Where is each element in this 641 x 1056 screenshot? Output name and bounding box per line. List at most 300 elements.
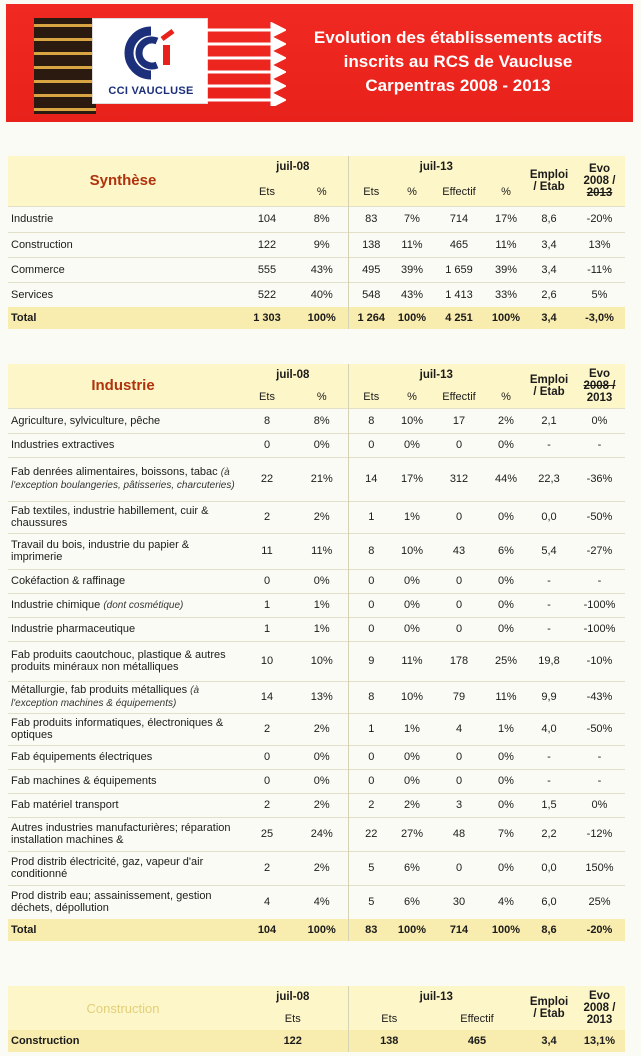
cell-ets13: 0 xyxy=(348,433,394,457)
cell-pct13: 11% xyxy=(394,641,430,681)
evo-header-2: 2008 / xyxy=(583,379,616,392)
cell-evo: - xyxy=(574,745,625,769)
cell-emp: - xyxy=(524,569,574,593)
cell-emp: 0,0 xyxy=(524,501,574,533)
cell-evo: 25% xyxy=(574,885,625,919)
row-label-text: Métallurgie, fab produits métalliques xyxy=(11,684,188,696)
table-row xyxy=(8,501,625,533)
cell-pct08: 40% xyxy=(296,282,348,307)
table-row xyxy=(8,769,625,793)
cell-eff: 0 xyxy=(430,769,488,793)
total-effpct: 100% xyxy=(488,307,524,329)
total-evo: -3,0% xyxy=(574,307,625,329)
cell-ets08: 14 xyxy=(238,681,296,713)
cell-pct08: 2% xyxy=(296,713,348,745)
table-row xyxy=(8,617,625,641)
cell-pct08: 13% xyxy=(296,681,348,713)
evo-header xyxy=(574,364,625,408)
cell-eff: 465 xyxy=(430,232,488,257)
cell-pct13: 1% xyxy=(394,713,430,745)
cell-emp: 0,0 xyxy=(524,851,574,885)
row-label-text: Services xyxy=(11,288,54,301)
cell-emp: 3,4 xyxy=(524,257,574,282)
cell-pct08: 0% xyxy=(296,433,348,457)
cell-eff: 3 xyxy=(430,793,488,817)
cell-eff: 0 xyxy=(430,851,488,885)
cell-effpct: 0% xyxy=(488,433,524,457)
row-label xyxy=(8,593,238,617)
row-label-text: Fab textiles, industrie habillement, cuir & chaussures xyxy=(11,505,209,529)
row-label xyxy=(8,713,238,745)
cell-evo: -20% xyxy=(574,206,625,232)
row-label xyxy=(8,457,238,501)
row-label xyxy=(8,641,238,681)
cell-effpct: 0% xyxy=(488,745,524,769)
cell-emp: - xyxy=(524,769,574,793)
total-eff: 4 251 xyxy=(430,307,488,329)
cell-eff: 79 xyxy=(430,681,488,713)
cell-ets13: 0 xyxy=(348,617,394,641)
cell-eff: 0 xyxy=(430,617,488,641)
table-row xyxy=(8,206,625,232)
cell-ets13: 5 xyxy=(348,885,394,919)
cell-pct08: 11% xyxy=(296,533,348,569)
row-note: (à l'exception machines & équipements) xyxy=(11,685,200,709)
evo-header xyxy=(574,986,625,1030)
cell-emp: 1,5 xyxy=(524,793,574,817)
col-ets: Ets xyxy=(348,1008,430,1030)
emploi-header: Emploi / Etab xyxy=(524,364,574,408)
cell-ets13: 0 xyxy=(348,569,394,593)
cell-pct13: 2% xyxy=(394,793,430,817)
cell-eff: 0 xyxy=(430,569,488,593)
total-label: Total xyxy=(8,307,238,329)
table-row xyxy=(8,817,625,851)
cell-ets08: 122 xyxy=(238,232,296,257)
cell-effpct: 0% xyxy=(488,793,524,817)
table-row xyxy=(8,232,625,257)
total-effpct: 100% xyxy=(488,919,524,941)
row-label xyxy=(8,851,238,885)
cell-eff: 178 xyxy=(430,641,488,681)
cell-ets08: 0 xyxy=(238,433,296,457)
cell-evo: 150% xyxy=(574,851,625,885)
col-pct: % xyxy=(394,386,430,408)
synthese-title: Synthèse xyxy=(8,156,238,206)
cell-pct13: 43% xyxy=(394,282,430,307)
cell-eff: 714 xyxy=(430,206,488,232)
cell-ets08: 25 xyxy=(238,817,296,851)
cell-evo: -100% xyxy=(574,593,625,617)
cell-evo: 13% xyxy=(574,232,625,257)
cell-ets08: 11 xyxy=(238,533,296,569)
row-label xyxy=(8,433,238,457)
industrie-table xyxy=(8,364,625,941)
cell-evo: 0% xyxy=(574,408,625,433)
cell-eff: 0 xyxy=(430,433,488,457)
cell-emp: 5,4 xyxy=(524,533,574,569)
cell-ets13: 138 xyxy=(348,232,394,257)
cell-evo: -11% xyxy=(574,257,625,282)
cell-ets13: 1 xyxy=(348,713,394,745)
col-pct: % xyxy=(296,178,348,206)
cell-eff: 30 xyxy=(430,885,488,919)
table-row xyxy=(8,433,625,457)
table-row xyxy=(8,569,625,593)
total-emp: 3,4 xyxy=(524,307,574,329)
table-row xyxy=(8,457,625,501)
cell-ets13: 14 xyxy=(348,457,394,501)
row-label-text: Industries extractives xyxy=(11,439,115,451)
emploi-header: Emploi / Etab xyxy=(524,156,574,206)
cell-pct08: 24% xyxy=(296,817,348,851)
cell-eff: 0 xyxy=(430,745,488,769)
cell-effpct: 0% xyxy=(488,501,524,533)
row-label xyxy=(8,681,238,713)
cell-ets08: 2 xyxy=(238,713,296,745)
construction-table xyxy=(8,986,625,1052)
table-row xyxy=(8,593,625,617)
row-label-text: Industrie chimique xyxy=(11,598,101,611)
cell-ets08: 2 xyxy=(238,793,296,817)
row-label xyxy=(8,745,238,769)
col-pct: % xyxy=(488,386,524,408)
evo-header-2: 2008 / xyxy=(583,174,616,187)
evo-header-3: 2013 xyxy=(586,186,613,199)
table-row xyxy=(8,713,625,745)
cell-ets13: 9 xyxy=(348,641,394,681)
col-ets: Ets xyxy=(348,178,394,206)
cell-effpct: 11% xyxy=(488,232,524,257)
cell-pct13: 0% xyxy=(394,593,430,617)
cell-pct08: 1% xyxy=(296,617,348,641)
row-label xyxy=(8,282,238,307)
cell-pct13: 39% xyxy=(394,257,430,282)
cell-ets08: 2 xyxy=(238,501,296,533)
cell-ets13: 1 xyxy=(348,501,394,533)
cell-ets13: 2 xyxy=(348,793,394,817)
cell-evo: -27% xyxy=(574,533,625,569)
cell-pct13: 17% xyxy=(394,457,430,501)
cell-pct08: 1% xyxy=(296,593,348,617)
construction-title: Construction xyxy=(8,986,238,1030)
col-pct: % xyxy=(394,178,430,206)
cell-ets08: 122 xyxy=(238,1030,348,1052)
cell-emp: 2,1 xyxy=(524,408,574,433)
cell-effpct: 0% xyxy=(488,851,524,885)
cell-effpct: 4% xyxy=(488,885,524,919)
cell-effectif: 465 xyxy=(430,1030,524,1052)
row-label xyxy=(8,408,238,433)
cell-effpct: 25% xyxy=(488,641,524,681)
cell-ets08: 522 xyxy=(238,282,296,307)
cell-pct13: 6% xyxy=(394,851,430,885)
evo-header xyxy=(574,156,625,206)
cell-ets08: 8 xyxy=(238,408,296,433)
cell-pct08: 0% xyxy=(296,745,348,769)
col-ets: Ets xyxy=(348,386,394,408)
period-b: juil-13 xyxy=(348,364,524,386)
evo-header-1: Evo xyxy=(588,367,611,380)
col-ets: Ets xyxy=(238,386,296,408)
cell-eff: 1 659 xyxy=(430,257,488,282)
row-note: (à l'exception boulangeries, pâtisseries, charcuteries) xyxy=(11,467,235,491)
cell-ets13: 8 xyxy=(348,533,394,569)
logo-text: CCI VAUCLUSE xyxy=(108,85,194,97)
table-row xyxy=(8,282,625,307)
row-label-text: Prod distrib eau; assainissement, gestion déchets, dépollution xyxy=(11,890,212,915)
row-label-text: Autres industries manufacturières; réparation installation machines & xyxy=(11,822,231,846)
cell-evo: - xyxy=(574,569,625,593)
row-label-text: Fab équipements électriques xyxy=(11,751,153,763)
cell-ets13: 548 xyxy=(348,282,394,307)
total-label: Total xyxy=(8,919,238,941)
cell-emp: - xyxy=(524,617,574,641)
row-label-text: Travail du bois, industrie du papier & imprimerie xyxy=(11,539,190,563)
row-label-text: Agriculture, sylviculture, pêche xyxy=(11,414,161,427)
cell-pct13: 10% xyxy=(394,408,430,433)
total-row xyxy=(8,307,625,329)
evo-header-3: 2013 xyxy=(586,1014,613,1026)
cell-ets08: 10 xyxy=(238,641,296,681)
cell-pct08: 0% xyxy=(296,569,348,593)
table-row xyxy=(8,533,625,569)
cell-ets13: 138 xyxy=(348,1030,430,1052)
cell-evo: 5% xyxy=(574,282,625,307)
col-pct: % xyxy=(296,386,348,408)
cell-ets13: 495 xyxy=(348,257,394,282)
cell-eff: 43 xyxy=(430,533,488,569)
cell-eff: 4 xyxy=(430,713,488,745)
title-line-2: inscrits au RCS de Vaucluse xyxy=(343,52,573,71)
cell-ets13: 0 xyxy=(348,745,394,769)
cell-emp: 9,9 xyxy=(524,681,574,713)
cell-emploi: 3,4 xyxy=(524,1030,574,1052)
cell-pct13: 7% xyxy=(394,206,430,232)
row-label xyxy=(8,569,238,593)
row-label-text: Fab denrées alimentaires, boissons, tabac xyxy=(11,466,218,478)
total-ets08: 104 xyxy=(238,919,296,941)
row-label xyxy=(8,533,238,569)
total-ets08: 1 303 xyxy=(238,307,296,329)
cell-emp: 6,0 xyxy=(524,885,574,919)
cell-pct13: 0% xyxy=(394,433,430,457)
period-a: juil-08 xyxy=(238,364,348,386)
row-label-text: Fab matériel transport xyxy=(11,799,119,811)
cell-ets08: 2 xyxy=(238,851,296,885)
cell-evo: 0% xyxy=(574,793,625,817)
cell-effpct: 0% xyxy=(488,593,524,617)
cell-effpct: 44% xyxy=(488,457,524,501)
row-label: Construction xyxy=(8,1030,238,1052)
total-pct08: 100% xyxy=(296,919,348,941)
cell-ets08: 1 xyxy=(238,593,296,617)
row-label xyxy=(8,885,238,919)
cell-effpct: 0% xyxy=(488,769,524,793)
cell-emp: - xyxy=(524,745,574,769)
page-title xyxy=(268,26,633,98)
cell-effpct: 39% xyxy=(488,257,524,282)
cell-ets13: 83 xyxy=(348,206,394,232)
row-label xyxy=(8,206,238,232)
col-ets: Ets xyxy=(238,1008,348,1030)
cell-evo: 13,1% xyxy=(574,1030,625,1052)
col-ets: Ets xyxy=(238,178,296,206)
cell-eff: 312 xyxy=(430,457,488,501)
total-pct08: 100% xyxy=(296,307,348,329)
total-pct13: 100% xyxy=(394,919,430,941)
cell-evo: -43% xyxy=(574,681,625,713)
cell-pct13: 0% xyxy=(394,617,430,641)
period-b: juil-13 xyxy=(348,986,524,1008)
row-label xyxy=(8,793,238,817)
cell-pct13: 0% xyxy=(394,769,430,793)
evo-header-3: 2013 xyxy=(586,391,613,404)
cell-ets08: 555 xyxy=(238,257,296,282)
cell-pct08: 43% xyxy=(296,257,348,282)
cell-effpct: 7% xyxy=(488,817,524,851)
cell-emp: 2,2 xyxy=(524,817,574,851)
table-row xyxy=(8,641,625,681)
cell-emp: 4,0 xyxy=(524,713,574,745)
cell-pct08: 8% xyxy=(296,408,348,433)
industrie-title: Industrie xyxy=(8,364,238,408)
total-emp: 8,6 xyxy=(524,919,574,941)
cell-ets13: 0 xyxy=(348,769,394,793)
cell-eff: 1 413 xyxy=(430,282,488,307)
period-a: juil-08 xyxy=(238,156,348,178)
cell-pct08: 2% xyxy=(296,851,348,885)
cell-emp: 2,6 xyxy=(524,282,574,307)
period-b: juil-13 xyxy=(348,156,524,178)
table-row xyxy=(8,885,625,919)
table-row xyxy=(8,1030,625,1052)
cell-effpct: 1% xyxy=(488,713,524,745)
total-eff: 714 xyxy=(430,919,488,941)
total-evo: -20% xyxy=(574,919,625,941)
row-label-text: Commerce xyxy=(11,263,65,276)
cell-pct13: 11% xyxy=(394,232,430,257)
col-pct: % xyxy=(488,178,524,206)
cell-ets08: 0 xyxy=(238,745,296,769)
cell-evo: - xyxy=(574,769,625,793)
cci-logo xyxy=(92,18,208,104)
cell-effpct: 17% xyxy=(488,206,524,232)
cell-eff: 48 xyxy=(430,817,488,851)
emploi-header: Emploi / Etab xyxy=(524,986,574,1030)
row-label-text: Industrie pharmaceutique xyxy=(11,623,136,635)
evo-header-2: 2008 / xyxy=(583,1002,616,1014)
cell-ets08: 4 xyxy=(238,885,296,919)
cell-pct08: 10% xyxy=(296,641,348,681)
total-ets13: 1 264 xyxy=(348,307,394,329)
cell-pct13: 10% xyxy=(394,681,430,713)
cell-evo: -50% xyxy=(574,501,625,533)
cell-ets08: 0 xyxy=(238,569,296,593)
cell-ets13: 8 xyxy=(348,681,394,713)
table-row xyxy=(8,681,625,713)
cell-pct13: 0% xyxy=(394,569,430,593)
row-label xyxy=(8,232,238,257)
cell-emp: - xyxy=(524,593,574,617)
row-label xyxy=(8,817,238,851)
row-label-text: Fab produits informatiques, électroniques & optiques xyxy=(11,717,224,741)
cell-evo: -100% xyxy=(574,617,625,641)
period-a: juil-08 xyxy=(238,986,348,1008)
cell-eff: 0 xyxy=(430,501,488,533)
cell-evo: -12% xyxy=(574,817,625,851)
row-label xyxy=(8,501,238,533)
title-line-3: Carpentras 2008 - 2013 xyxy=(365,76,551,95)
cell-emp: 8,6 xyxy=(524,206,574,232)
cell-pct13: 6% xyxy=(394,885,430,919)
header-banner xyxy=(6,4,633,122)
row-label-text: Fab machines & équipements xyxy=(11,775,157,787)
cell-pct08: 8% xyxy=(296,206,348,232)
total-pct13: 100% xyxy=(394,307,430,329)
decorative-stripes xyxy=(34,18,96,114)
cell-eff: 0 xyxy=(430,593,488,617)
row-label xyxy=(8,617,238,641)
cell-evo: -10% xyxy=(574,641,625,681)
cell-ets13: 8 xyxy=(348,408,394,433)
cell-evo: - xyxy=(574,433,625,457)
cell-pct08: 2% xyxy=(296,793,348,817)
synthese-table xyxy=(8,156,625,329)
cell-pct13: 0% xyxy=(394,745,430,769)
cell-pct08: 9% xyxy=(296,232,348,257)
cell-pct08: 4% xyxy=(296,885,348,919)
row-label-text: Cokéfaction & raffinage xyxy=(11,575,126,587)
row-label-text: Fab produits caoutchouc, plastique & autres produits minéraux non métalliques xyxy=(11,649,226,673)
cell-emp: 22,3 xyxy=(524,457,574,501)
col-effectif: Effectif xyxy=(430,386,488,408)
table-row xyxy=(8,745,625,769)
cell-ets13: 0 xyxy=(348,593,394,617)
cell-emp: 3,4 xyxy=(524,232,574,257)
cell-emp: 19,8 xyxy=(524,641,574,681)
cell-pct08: 2% xyxy=(296,501,348,533)
title-line-1: Evolution des établissements actifs xyxy=(313,28,603,47)
cell-pct13: 1% xyxy=(394,501,430,533)
row-label-text: Construction xyxy=(11,238,73,251)
cell-ets08: 104 xyxy=(238,206,296,232)
cell-ets13: 22 xyxy=(348,817,394,851)
total-row xyxy=(8,919,625,941)
cell-ets08: 0 xyxy=(238,769,296,793)
row-label-text: Industrie xyxy=(11,213,54,225)
cell-effpct: 0% xyxy=(488,617,524,641)
evo-header-1: Evo xyxy=(588,990,611,1002)
row-note: (dont cosmétique) xyxy=(103,599,184,611)
cell-effpct: 2% xyxy=(488,408,524,433)
table-row xyxy=(8,408,625,433)
cell-effpct: 33% xyxy=(488,282,524,307)
total-ets13: 83 xyxy=(348,919,394,941)
cell-effpct: 11% xyxy=(488,681,524,713)
row-label xyxy=(8,769,238,793)
cell-effpct: 6% xyxy=(488,533,524,569)
cell-ets08: 22 xyxy=(238,457,296,501)
cell-pct08: 21% xyxy=(296,457,348,501)
cell-emp: - xyxy=(524,433,574,457)
col-effectif: Effectif xyxy=(430,178,488,206)
cell-pct13: 10% xyxy=(394,533,430,569)
row-label-text: Prod distrib électricité, gaz, vapeur d'air conditionné xyxy=(11,856,204,880)
cell-effpct: 0% xyxy=(488,569,524,593)
cell-pct13: 27% xyxy=(394,817,430,851)
cell-eff: 17 xyxy=(430,408,488,433)
